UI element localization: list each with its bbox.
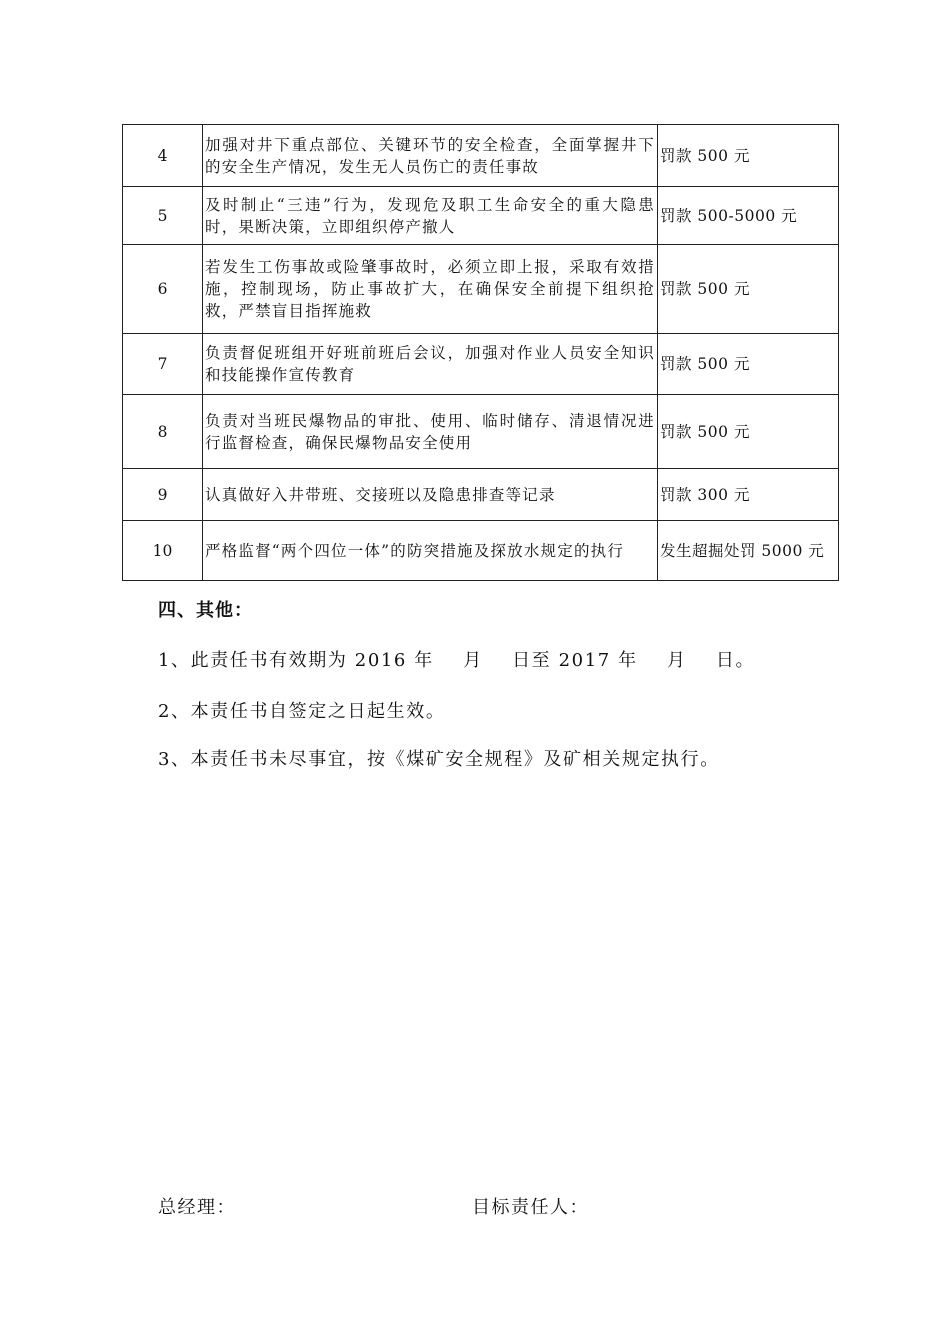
row-number: 7	[123, 334, 203, 395]
table-row	[123, 469, 839, 521]
row-penalty: 罚款 500 元	[658, 334, 839, 395]
table-row	[123, 245, 839, 334]
row-content: 负责对当班民爆物品的审批、使用、临时储存、清退情况进行监督检查，确保民爆物品安全使用	[203, 395, 658, 469]
row-penalty: 罚款 500 元	[658, 245, 839, 334]
section-title: 四、其他：	[158, 600, 253, 621]
target-person-signature-label: 目标责任人：	[472, 1197, 589, 1218]
row-number: 10	[123, 521, 203, 581]
table-row	[123, 395, 839, 469]
row-content: 加强对井下重点部位、关键环节的安全检查，全面掌握井下的安全生产情况，发生无人员伤亡的责任事故	[203, 125, 658, 187]
clause-validity-period: 1、此责任书有效期为 2016 年 月 日至 2017 年 月 日。	[158, 650, 756, 671]
row-penalty: 罚款 500 元	[658, 125, 839, 187]
responsibility-table	[122, 124, 839, 581]
clause-effective-date: 2、本责任书自签定之日起生效。	[158, 701, 446, 722]
row-penalty: 罚款 300 元	[658, 469, 839, 521]
table-row	[123, 334, 839, 395]
table-row	[123, 521, 839, 581]
row-content: 若发生工伤事故或险肇事故时，必须立即上报，采取有效措施，控制现场，防止事故扩大，在确保安全前提下组织抢救，严禁盲目指挥施救	[203, 245, 658, 334]
row-content: 严格监督“两个四位一体”的防突措施及探放水规定的执行	[203, 521, 658, 581]
row-number: 9	[123, 469, 203, 521]
row-number: 8	[123, 395, 203, 469]
clause-other-matters: 3、本责任书未尽事宜，按《煤矿安全规程》及矿相关规定执行。	[158, 749, 720, 770]
row-penalty: 罚款 500 元	[658, 395, 839, 469]
general-manager-signature-label: 总经理：	[158, 1197, 236, 1218]
row-penalty: 发生超掘处罚 5000 元	[658, 521, 839, 581]
row-content: 及时制止“三违”行为，发现危及职工生命安全的重大隐患时，果断决策，立即组织停产撤人	[203, 187, 658, 245]
row-number: 5	[123, 187, 203, 245]
row-penalty: 罚款 500-5000 元	[658, 187, 839, 245]
row-number: 4	[123, 125, 203, 187]
row-content: 负责督促班组开好班前班后会议，加强对作业人员安全知识和技能操作宣传教育	[203, 334, 658, 395]
table-row	[123, 125, 839, 187]
row-content: 认真做好入井带班、交接班以及隐患排查等记录	[203, 469, 658, 521]
table-row	[123, 187, 839, 245]
row-number: 6	[123, 245, 203, 334]
